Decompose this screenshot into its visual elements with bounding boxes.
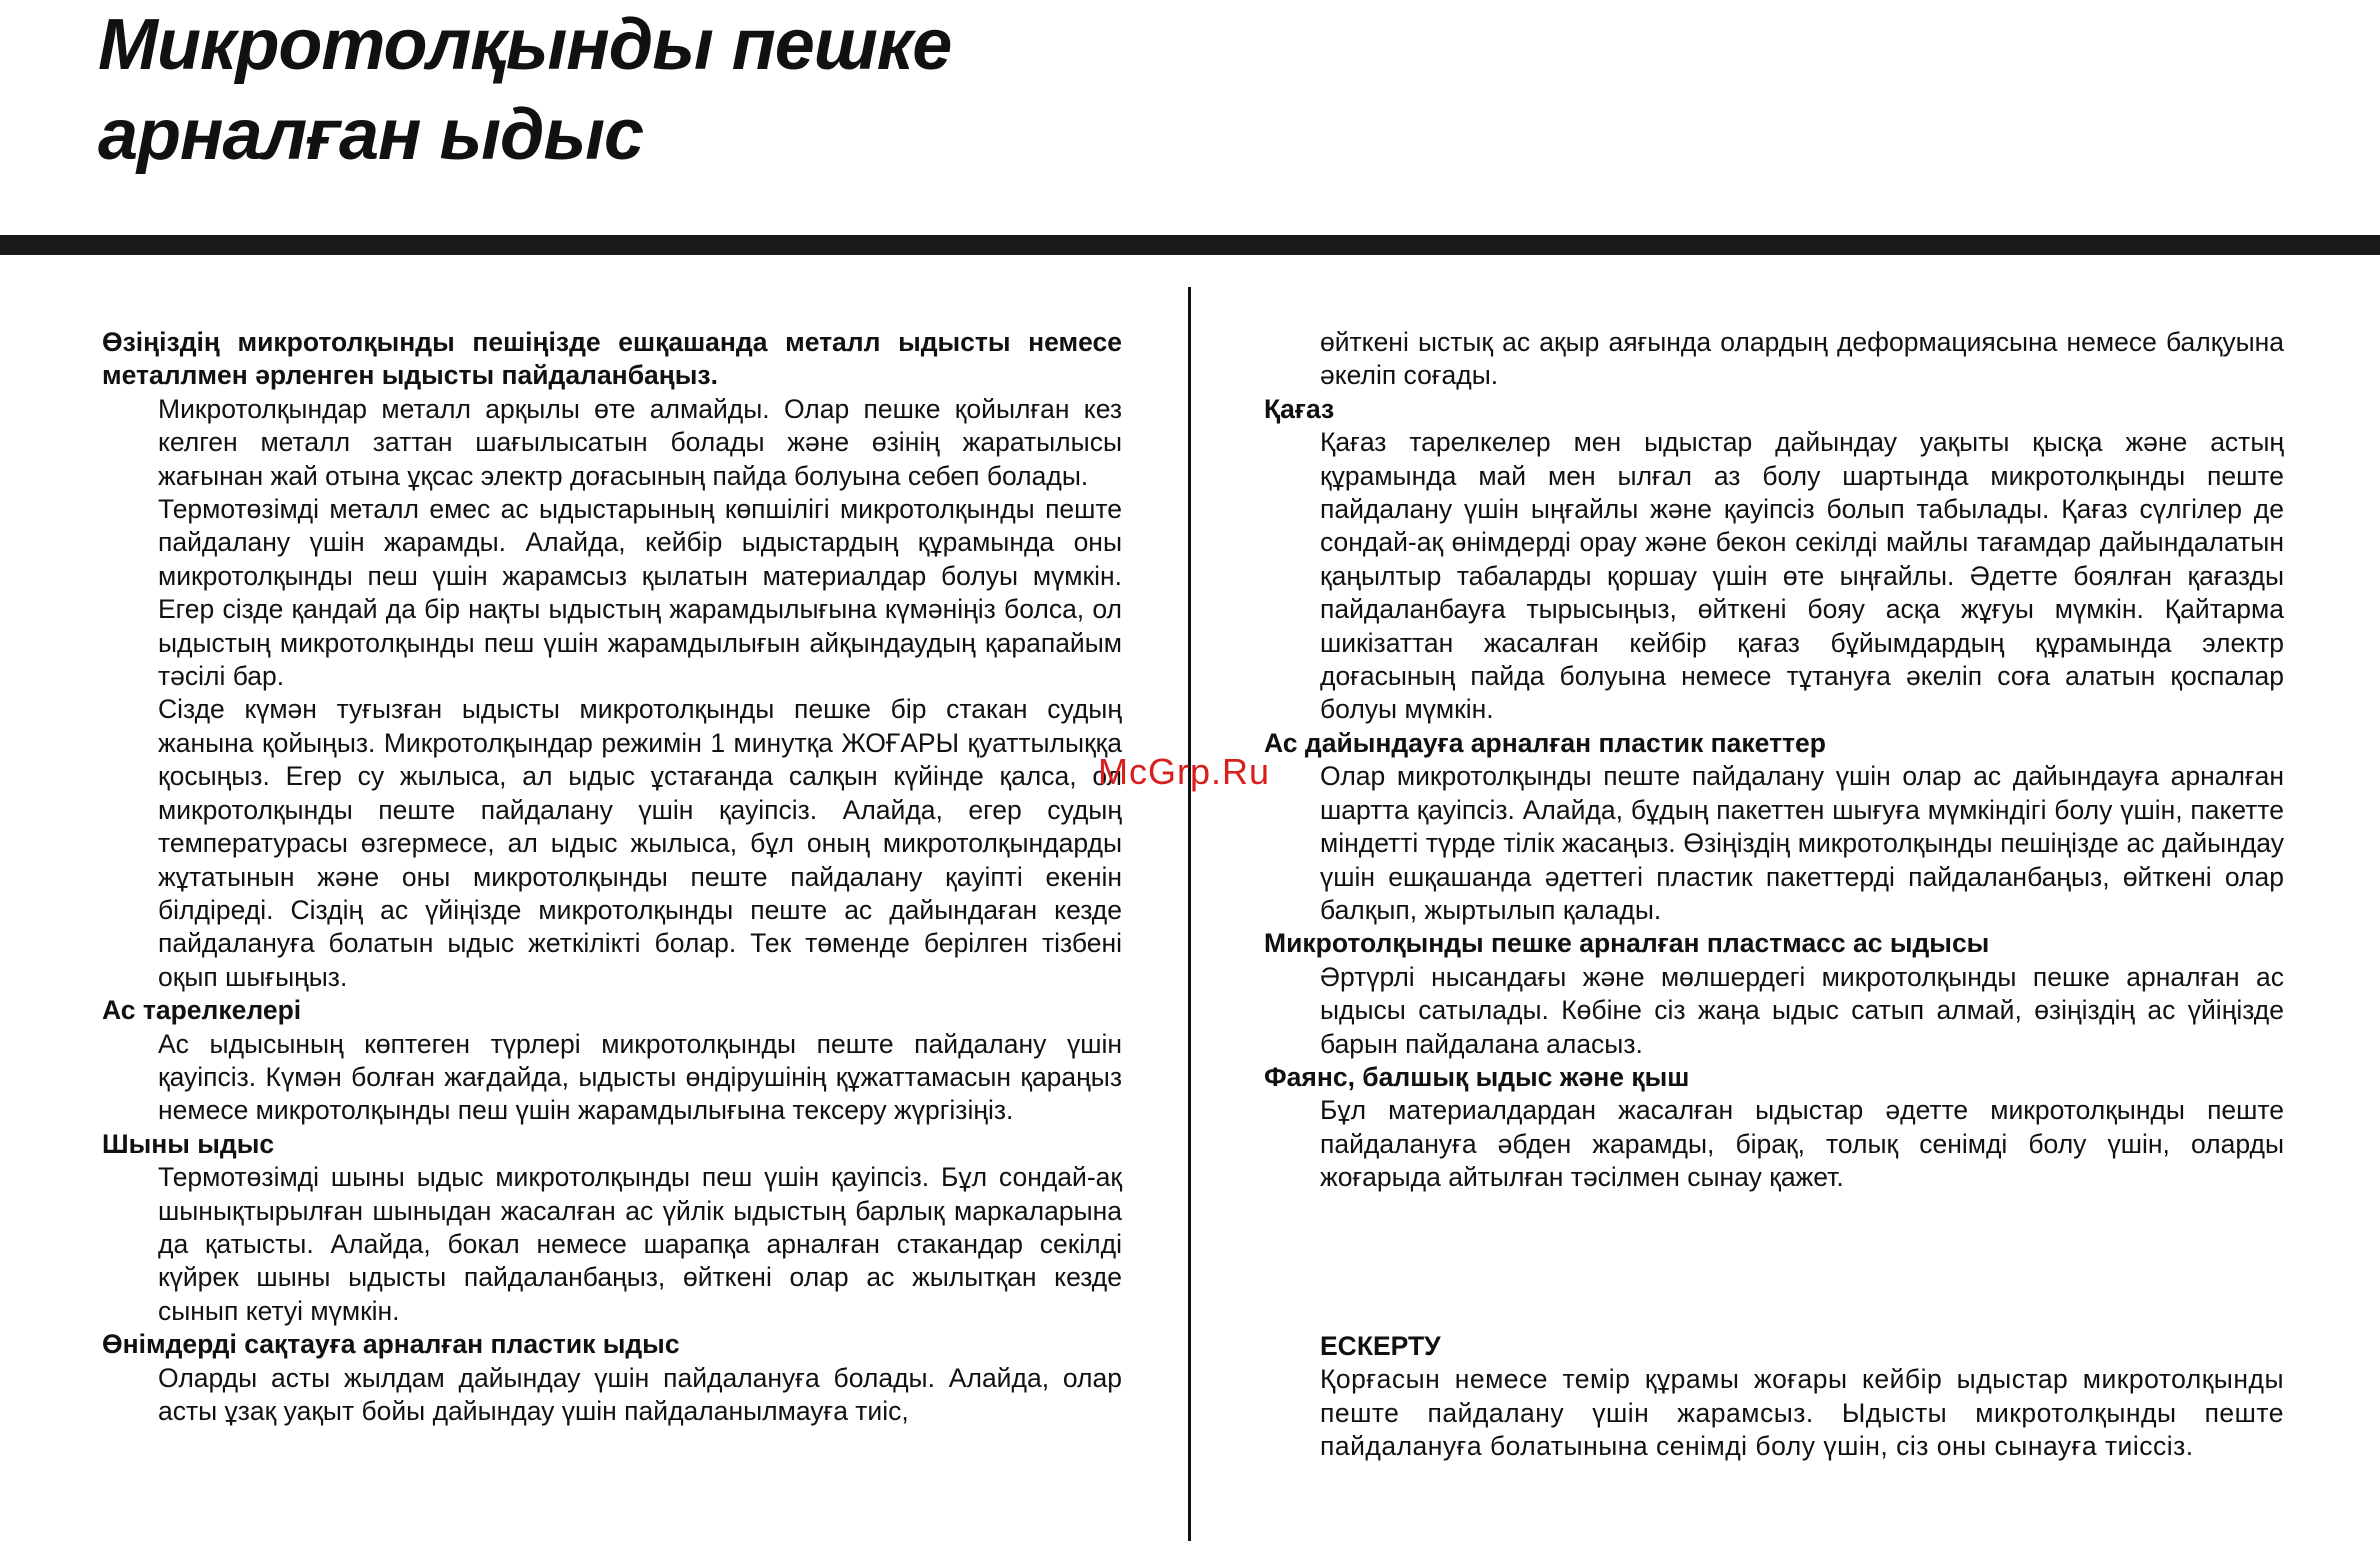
- warning-heading: ЕСКЕРТУ: [1320, 1331, 1441, 1361]
- paper-heading: Қағаз: [1264, 393, 1335, 424]
- intro-paragraph-1: Микротолқындар металл арқылы өте алмайды. Олар пешке қойылған кез келген металл заттан шағылысатын болады және өзінің жаратылысы жағынан жай отына ұқсас электр доғасының пайда болуына себеп болады.: [158, 393, 1122, 491]
- page-title: [98, 0, 951, 180]
- ceramic-paragraph: Бұл материалдардан жасалған ыдыстар әдетте микротолқынды пеште пайдалануға әбден жарамды, бірақ, толық сенімді болу үшін, оларды жоғарыда айтылған тәсілмен сынау қажет.: [1320, 1095, 2284, 1193]
- plates-heading: Ас тарелкелері: [102, 995, 302, 1026]
- watermark: McGrp.Ru: [1098, 751, 1271, 792]
- column-divider: [1188, 287, 1191, 1541]
- storage-heading: Өнімдерді сақтауға арналған пластик ыдыс: [102, 1329, 680, 1360]
- storage-paragraph: Оларды асты жылдам дайындау үшін пайдалануға болады. Алайда, олар асты ұзақ уақыт бойы дайындау үшін пайдаланылмауға тиіс,: [158, 1362, 1122, 1426]
- plates-paragraph: Ас ыдысының көптеген түрлері микротолқынды пеште пайдалану үшін қауіпсіз. Күмән болған жағдайда, ыдысты өндірушінің құжаттамасын қараңыз немесе микротолқынды пеш үшін жарамдылығына тексеру жүргізіңіз.: [158, 1028, 1122, 1126]
- plastic-cookware-paragraph: Әртүрлі нысандағы және мөлшердегі микротолқынды пешке арналған ас ыдысы сатылады. Көбіне сіз жаңа ыдыс сатып алмай, өзіңіздің ас үйіңізде барын пайдалана аласыз.: [1320, 961, 2284, 1059]
- bags-heading: Ас дайындауға арналған пластик пакеттер: [1264, 727, 1826, 758]
- intro-heading: Өзіңіздің микротолқынды пешіңізде ешқашанда металл ыдысты немесе металлмен әрленген ыдысты пайдаланбаңыз.: [102, 327, 1122, 391]
- paper-paragraph: Қағаз тарелкелер мен ыдыстар дайындау уақыты қысқа және астың құрамында май мен ылғал аз болу шартында микротолқынды пеште пайдалану үшін ыңғайлы және қауіпсіз болып табылады. Қағаз сүлгілер де сондай-ақ өнімдерді орау және бекон секілді майлы тағамдар дайындалатын қаңылтыр табаларды қоршау үшін өте ыңғайлы. Әдетте боялған қағазды пайдаланбауға тырысыңыз, өйткені бояу асқа жұғуы мүмкін. Қайтарма шикізаттан жасалған кейбір қағаз бұйымдардың құрамында электр доғасының пайда болуына немесе тұтануға әкеліп соға алатын қоспалар болуы мүмкін.: [1320, 427, 2284, 725]
- left-column: [102, 326, 1122, 1428]
- storage-paragraph-continued: өйткені ыстық ас ақыр аяғында олардың деформациясына немесе балқуына әкеліп соғады.: [1320, 327, 2284, 391]
- right-column: [1264, 326, 2284, 1195]
- intro-paragraph-2: Термотөзімді металл емес ас ыдыстарының көпшілігі микротолқынды пеште пайдалану үшін жарамды. Алайда, кейбір ыдыстардың құрамында оны микротолқынды пеш үшін жарамсыз қылатын материалдар болуы мүмкін. Егер сізде қандай да бір нақты ыдыстың жарамдылығына күмәніңіз болса, ол ыдыстың микротолқынды пеш үшін жарамдылығын айқындаудың қарапайым тәсілі бар.: [158, 494, 1122, 692]
- plastic-cookware-heading: Микротолқынды пешке арналған пластмасс ас ыдысы: [1264, 928, 1990, 959]
- page-title-line-1: Микротолқынды пешке: [98, 5, 952, 85]
- glass-paragraph: Термотөзімді шыны ыдыс микротолқынды пеш үшін қауіпсіз. Бұл сондай-ақ шынықтырылған шыныдан жасалған ас үйлік ыдыстың барлық маркаларына да қатысты. Алайда, бокал немесе шарапқа арналған стакандар секілді күйрек шыны ыдысты пайдаланбаңыз, өйткені олар ас жылытқан кезде сынып кетуі мүмкін.: [158, 1162, 1122, 1326]
- bags-paragraph: Олар микротолқынды пеште пайдалану үшін олар ас дайындауға арналған шартта қауіпсіз. Алайда, бұдың пакеттен шығуға мүмкіндігі болу үшін, пакетте міндетті түрде тілік жасаңыз. Өзіңіздің микротолқынды пешіңізде ас дайындау үшін ешқашанда әдеттегі пластик пакеттерді пайдаланбаңыз, өйткені олар балқып, жыртылып қалады.: [1320, 761, 2284, 925]
- page-title-line-2: арналған ыдыс: [98, 95, 644, 175]
- header-rule: [0, 235, 2380, 255]
- warning-note: [1320, 1330, 2284, 1464]
- intro-paragraph-3: Сізде күмән туғызған ыдысты микротолқынды пешке бір стакан судың жанына қойыңыз. Микротолқындар режимін 1 минутқа ЖОҒАРЫ қуаттылыққа қосыңыз. Егер су жылыса, ал ыдыс ұстағанда салқын күйінде қалса, ол микротолқынды пеште пайдалану үшін қауіпсіз. Алайда, егер судың температурасы өзгермесе, ал ыдыс жылыса, бұл оның микротолқындарды жұтатынын және оны микротолқынды пеште пайдалану қауіпті екенін білдіреді. Сіздің ас үйіңізде микротолқынды пеште ас дайындаған кезде пайдалануға болатын ыдыс жеткілікті болар. Тек төменде берілген тізбені оқып шығыңыз.: [158, 694, 1122, 992]
- warning-text: Қорғасын немесе темір құрамы жоғары кейбір ыдыстар микротолқынды пеште пайдалану үшін жарамсыз. Ыдысты микротолқынды пеште пайдалануға болатынына сенімді болу үшін, сіз оны сынауға тиіссіз.: [1320, 1364, 2284, 1462]
- ceramic-heading: Фаянс, балшық ыдыс және қыш: [1264, 1061, 1690, 1092]
- glass-heading: Шыны ыдыс: [102, 1128, 275, 1159]
